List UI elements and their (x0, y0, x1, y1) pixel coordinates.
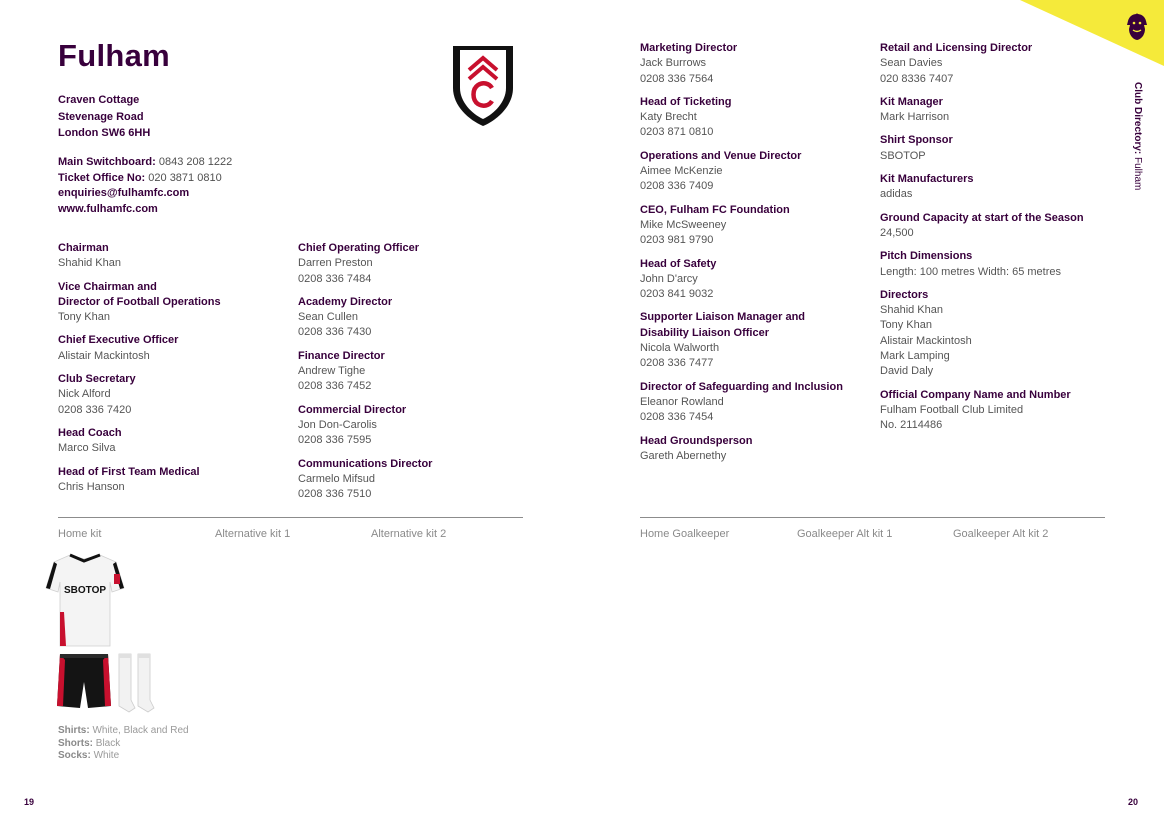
entry-role-label: Pitch Dimensions (880, 250, 973, 263)
entry-value: Mark Harrison (880, 111, 950, 124)
entry-value: Sean Davies (880, 57, 943, 70)
directory-entry (640, 257, 880, 303)
entry-value: Shahid Khan (58, 257, 121, 270)
entry-value: 0208 336 7484 (298, 272, 372, 285)
shorts-label: Shorts: (58, 737, 93, 749)
address-line: London SW6 6HH (58, 127, 151, 139)
entry-role-label: Operations and Venue Director (640, 149, 802, 162)
entry-role-label: Chief Executive Officer (58, 334, 179, 347)
directory-entry (298, 241, 538, 287)
directory-entry (880, 133, 1130, 164)
entry-value: Darren Preston (298, 257, 373, 270)
kit-label-alt2: Alternative kit 2 (371, 528, 447, 540)
kit-label-alt1: Alternative kit 1 (215, 528, 291, 540)
entry-value: 0208 336 7420 (58, 403, 132, 416)
entry-role-label: Directors (880, 288, 929, 301)
directory-entry (880, 172, 1130, 203)
directory-entry (880, 95, 1130, 126)
sidebar-bold: Club Directory: (1132, 82, 1143, 155)
shirts-value: White, Black and Red (92, 725, 189, 736)
entry-value: 0203 871 0810 (640, 126, 714, 139)
page-number-left: 19 (24, 797, 35, 807)
kit-divider-left (58, 517, 523, 518)
website-link[interactable]: www.fulhamfc.com (58, 202, 158, 215)
entry-role-label: Disability Liaison Officer (640, 326, 769, 339)
entry-role-label: Official Company Name and Number (880, 388, 1071, 401)
entry-value: Tony Khan (58, 311, 110, 324)
entry-value: Mark Lamping (880, 350, 950, 363)
club-contact (58, 155, 232, 217)
ticket-office-label: Ticket Office No: (58, 171, 146, 184)
kit-divider-right (640, 517, 1105, 518)
entry-role-label: Head of Safety (640, 257, 717, 270)
entry-role-label: Head of Ticketing (640, 95, 732, 108)
kit-label-gk-alt1: Goalkeeper Alt kit 1 (797, 528, 893, 540)
home-kit-socks-image (116, 652, 156, 714)
directory-entry (880, 288, 1130, 380)
kit-details (58, 725, 189, 763)
entry-role-label: Head Groundsperson (640, 434, 753, 447)
entry-role-label: Retail and Licensing Director (880, 42, 1033, 54)
entry-value: Eleanor Rowland (640, 395, 724, 408)
sidebar-club: Fulham (1132, 157, 1143, 191)
directory-entry (640, 41, 880, 87)
directory-entry (298, 349, 538, 395)
directory-entry (640, 95, 880, 141)
entry-role-label: Shirt Sponsor (880, 134, 953, 147)
entry-role-label: Chairman (58, 242, 109, 254)
kit-label-home-gk: Home Goalkeeper (640, 528, 730, 540)
entry-role-label: Chief Operating Officer (298, 242, 420, 254)
entry-role-label: Finance Director (298, 349, 385, 362)
directory-column-4 (880, 41, 1130, 442)
entry-value: Nicola Walworth (640, 342, 720, 355)
entry-role-label: Club Secretary (58, 373, 136, 386)
directory-entry (298, 403, 538, 449)
entry-value: 0208 336 7595 (298, 434, 372, 447)
entry-role-label: Supporter Liaison Manager and (640, 311, 806, 324)
home-kit-shorts-image (56, 652, 112, 710)
entry-value: 0208 336 7409 (640, 180, 714, 193)
premier-league-lion-icon (1124, 12, 1150, 42)
switchboard-number: 0843 208 1222 (158, 156, 233, 168)
entry-value: Fulham Football Club Limited (880, 403, 1024, 416)
entry-value: Alistair Mackintosh (880, 334, 972, 347)
directory-entry (298, 457, 538, 503)
entry-role-label: Director of Football Operations (58, 295, 221, 308)
directory-entry (640, 310, 880, 371)
kit-label-gk-alt2: Goalkeeper Alt kit 2 (953, 528, 1049, 540)
entry-value: 0208 336 7510 (298, 488, 372, 501)
socks-value: White (93, 750, 120, 761)
entry-value: 020 8336 7407 (880, 72, 954, 85)
directory-entry (58, 465, 298, 496)
entry-value: adidas (880, 188, 913, 201)
directory-entry (640, 380, 880, 426)
socks-label: Socks: (58, 750, 91, 761)
entry-value: Jon Don-Carolis (298, 418, 377, 431)
directory-column-2 (298, 241, 538, 510)
entry-value: 0208 336 7430 (298, 326, 372, 339)
club-title: Fulham (58, 38, 171, 73)
entry-role-label: Kit Manufacturers (880, 173, 974, 186)
shirts-label: Shirts: (58, 725, 90, 736)
directory-entry (58, 241, 298, 272)
entry-value: Andrew Tighe (298, 365, 366, 378)
entry-value: Tony Khan (880, 319, 932, 332)
entry-value: Nick Alford (58, 388, 111, 401)
entry-value: Carmelo Mifsud (298, 472, 376, 485)
club-directory-sidebar (1129, 82, 1143, 202)
directory-entry (880, 211, 1130, 242)
entry-role-label: Ground Capacity at start of the Season (880, 211, 1084, 224)
entry-value: SBOTOP (880, 149, 926, 162)
entry-value: 24,500 (880, 226, 914, 239)
directory-entry (880, 388, 1130, 434)
directory-entry (880, 249, 1130, 280)
directory-entry (880, 41, 1130, 87)
entry-value: 0203 981 9790 (640, 234, 714, 247)
switchboard-label: Main Switchboard: (58, 156, 156, 168)
email-link[interactable]: enquiries@fulhamfc.com (58, 187, 190, 199)
shorts-value: Black (95, 737, 121, 749)
entry-value: 0208 336 7564 (640, 72, 714, 85)
entry-value: 0208 336 7452 (298, 380, 372, 393)
page-number-right: 20 (1128, 797, 1139, 807)
entry-value: John D'arcy (640, 272, 698, 285)
entry-value: Chris Hanson (58, 480, 125, 493)
directory-entry (58, 426, 298, 457)
directory-entry (640, 149, 880, 195)
fulham-crest-icon (451, 44, 515, 128)
directory-entry (640, 434, 880, 465)
kit-label-home: Home kit (58, 528, 102, 540)
entry-value: 0208 336 7454 (640, 411, 714, 424)
entry-value: Aimee McKenzie (640, 165, 723, 178)
directory-entry (58, 280, 298, 326)
shirt-sponsor-text: SBOTOP (63, 585, 107, 596)
home-kit-shirt-image (44, 552, 126, 648)
entry-role-label: Head Coach (58, 426, 122, 439)
entry-value: Shahid Khan (880, 304, 943, 317)
entry-role-label: CEO, Fulham FC Foundation (640, 203, 790, 216)
entry-role-label: Vice Chairman and (58, 280, 157, 293)
entry-value: No. 2114486 (880, 419, 943, 432)
entry-value: Gareth Abernethy (640, 449, 727, 462)
entry-value: Marco Silva (58, 442, 116, 455)
entry-role-label: Kit Manager (880, 95, 943, 108)
entry-value: Jack Burrows (640, 57, 707, 70)
entry-value: 0208 336 7477 (640, 357, 714, 370)
entry-role-label: Communications Director (298, 457, 433, 470)
entry-value: Mike McSweeney (640, 218, 727, 231)
entry-value: Katy Brecht (640, 111, 697, 124)
entry-role-label: Marketing Director (640, 42, 738, 54)
entry-role-label: Academy Director (298, 295, 393, 308)
entry-value: Alistair Mackintosh (58, 349, 150, 362)
entry-role-label: Commercial Director (298, 403, 407, 416)
ticket-office-number: 020 3871 0810 (148, 171, 222, 184)
entry-role-label: Director of Safeguarding and Inclusion (640, 380, 843, 393)
directory-column-1 (58, 241, 298, 503)
entry-value: Length: 100 metres Width: 65 metres (880, 265, 1061, 278)
directory-column-3 (640, 41, 880, 472)
directory-entry (58, 333, 298, 364)
entry-value: David Daly (880, 365, 934, 378)
club-address (58, 92, 150, 142)
directory-entry (298, 295, 538, 341)
entry-value: Sean Cullen (298, 311, 358, 324)
entry-role-label: Head of First Team Medical (58, 465, 200, 478)
directory-entry (58, 372, 298, 418)
entry-value: 0203 841 9032 (640, 288, 714, 301)
address-line: Craven Cottage (58, 94, 140, 106)
directory-entry (640, 203, 880, 249)
address-line: Stevenage Road (58, 110, 144, 123)
